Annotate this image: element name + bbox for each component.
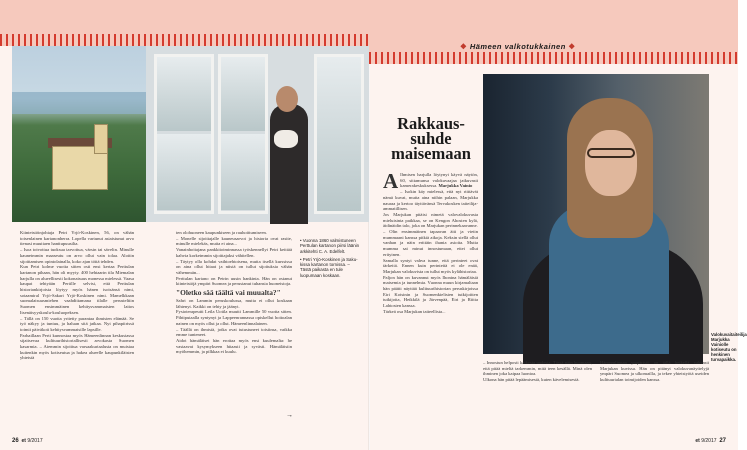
ornament-icon: ❖ [460,42,468,51]
left-column-2: ten olohuoneen kaupunkiseen ja rauhoittumiseen. – Monelle sijoittajalle kauneusarvot ja historia ovat rasite, minulle mielekäs, mutta ei aina... Vanainhoitajana pankkitoiminnassa työskennellyt Petri keittää kahvia korkeimmin sijoittajaksi vähitellen. – Täytyy olla kohdat vaihtoehtoisena, mutta itsellä kurssissa on aina ollut hitaat ja niistä on tullut sijoituksia vähän vähemmän... Perttulan kartano on Petrin uusin hankinta. Hän on ostanut kiinteistöjä ympäri Suomea ja perustanut tuhansia huoneistoja. "Oletko sää täältä vai muualta?" Sahri on Lammin peruskoulussa, mutta ei ollut koskaan lähtenyt. Kaikki on tehty ja jäänyt. Fysioterapeutti Leila Uotila muutti Lammille 50 vuotta sitten. Pihtiputaalla syntynyt ja Lappeenrannassa opiskellut hoitoalan nainen on myös ollut ja ollut. Hämeenlinnalainen. – Täällä on ihmisiä, jotka ovat tutustuneet toisiinsa, vaikka emme tunteneet. Aidot hämäläiset hän erottaa myös ensi kuulemalta: he vastaavat kysymykseen hitaasti ja syvästi. Hämäläisiin myöhemmin, ja pilkkaa ei kuulu. [176,230,292,355]
section-subhead: "Oletko sää täältä vai muualta?" [176,288,281,298]
photo-caption-left: • Vuonna 1860 valmistuneen Perttulan kartanon piirsi läänin arkkitehti C. A. Edelfelt. • Petri Yrjö-Koskinen ja Saku-kissa kartanon tornissa. – Tästä paikasta en tule luopumaan koskaan. [300,238,360,278]
section-kicker: ❖ Hämeen valkotukkainen ❖ [460,42,576,51]
article-title: Rakkaus-suhde maisemaan [391,114,471,163]
ornament-icon: ❖ [568,42,576,51]
woman-portrait-photo [483,74,709,354]
castle-aerial-photo [12,46,146,222]
left-column-1: Kiinteistöinjohtaja Petri Yrjö-Koskinen, 56, on vähän toisenlainen kartanonherra. Lopella vartunut asiaistunut arvo tienasi muuttaen hanttupuusilta. – Isoa toivottua tuoksua tarvottua, värsin tai sävelin. Minulle kauneimmin maaseutu on arvo ollut vain tolaa. Aloitin sijoittamisen opintolainalla, koko ajan töitä tehden. Kun Petri kolme vuotta sitten osti ensi kertaa Perttulan kartanon pihaan, hän oli myyty. 400 hehtaarin tila Miemalan harjulla on alueellisesti kokonaisuus monessa mielessä. Vaasa kaupat tehtyään Pertille selvisi, että Perttulan historiankirjoista löytyy myös hänen isoisänsä nimi, sotaamiral Yrjö-Sakari Yrjö-Koskinen nimi. Mamelkkaan suomalaisuusmiehen vaahdittamana tilalle perusteltiin Suomen ensimmäinen kehitysvammaisten laitos Itsenäisyyskoulu-kouluopeksen. – Tällä on 150 vuotta yritetty parantaa ihmisten elämää. Se työ näkyy ja tuntuu, ja haluan sitä jatkaa. Nyt pihapiirissä toimii päiväkoti kehitysvammaisille lapsille. Parhaillaan Perti kunnostaa myös Hämeenlinnan keskustassa sijaitsevaa kulttuurihistoriallisesti arvokasta Suomen kasarmia. – Aiemmin sijoittua varsaakuriaalusta on muistaa kuitenkin myös kotiseutua ja hakea alueelle kaupunkiläisten yhteistä [20,230,134,361]
left-folio: 26 et 9/2017 [12,438,43,444]
decorative-header-right [369,0,738,64]
continue-arrow: → [286,412,293,419]
decorative-header-left [0,0,369,46]
man-in-tower-photo [146,46,369,222]
photo-caption-right: Valokuvaitaiteilija Marjukka Vainiolle kotiseutu on henkinen turvapaikka. [711,332,747,363]
drop-cap: A [383,169,399,193]
right-column-2: – Innostun helposti kaikesta uudesta. Tässä näin huomaan, että pitää mieltä tarkemmin, mitä teen kesällä. Minä olen ihminen joka kaipaa luontoa. Ulkona hän pitää lepäämisestä, kuten kävelemisestä. Hämeenlinnan ympäristö on tällä hetkellä vahvasti Marjukan kuvissa. Hän on pitänyt valokuvanäyttelyjä ympäri Suomea ja ulkomailla, ja tekee yhteistyötä useiden kulttuurialan toimijoiden kanssa. [483,360,709,383]
right-column-1: A Ihmisen harjulla löytynyt käyvä näytön, 60, sittamunsa valokuvaajaa jatkuvasti kamerakeskuksessa. Marjukka Vainio – Isokin käy mielessä, että nyt riittävät nämä kuvat, mutta aina niihin palaan, Marjukka nauraa ja kertoo täyttävänsä Tervakosken taiteilija-ammatillisen. Jos Marjukan pitäisi nimetä valovalokuvasta mieluisinta paikkaa, se on Kengon Ahosten kylä, äidinäidin talo, joka on Marjukan perinnekaavanne. – Olin ensimmäinen tapaavan äiti ja vietin mummaani kanssa pitkiä aikoja. Keksin siellä ollut vanhan ja näin erittäin ihania asioita. Mutta mumma sai minut innostumaan, ettei ollut erityinen. Samalla syntyi vahva tunne, että perinteet ovat tärkeitä. Ennen kuin perinteitä ei ole enää, Marjukan valokuvista on tullut myös kylähistoriaa. Paljon hän on kuvannut myös Ihonina hämäläisiä maisemia ja tunnelmia. Vuonna muun kirjamaltaan hän päätti näyttää kulttuurihistorian peruskirjoissa Eiri Kotsinin ja Suomenkielisten tutkijoitten tutkijoita, Heikkilä ja Järvenpää, Eiri ja Riitta Lahtosten kanssa. Tärkeä osa Marjukan taiteellista... [383,169,478,314]
right-folio: et 9/2017 27 [695,438,726,444]
